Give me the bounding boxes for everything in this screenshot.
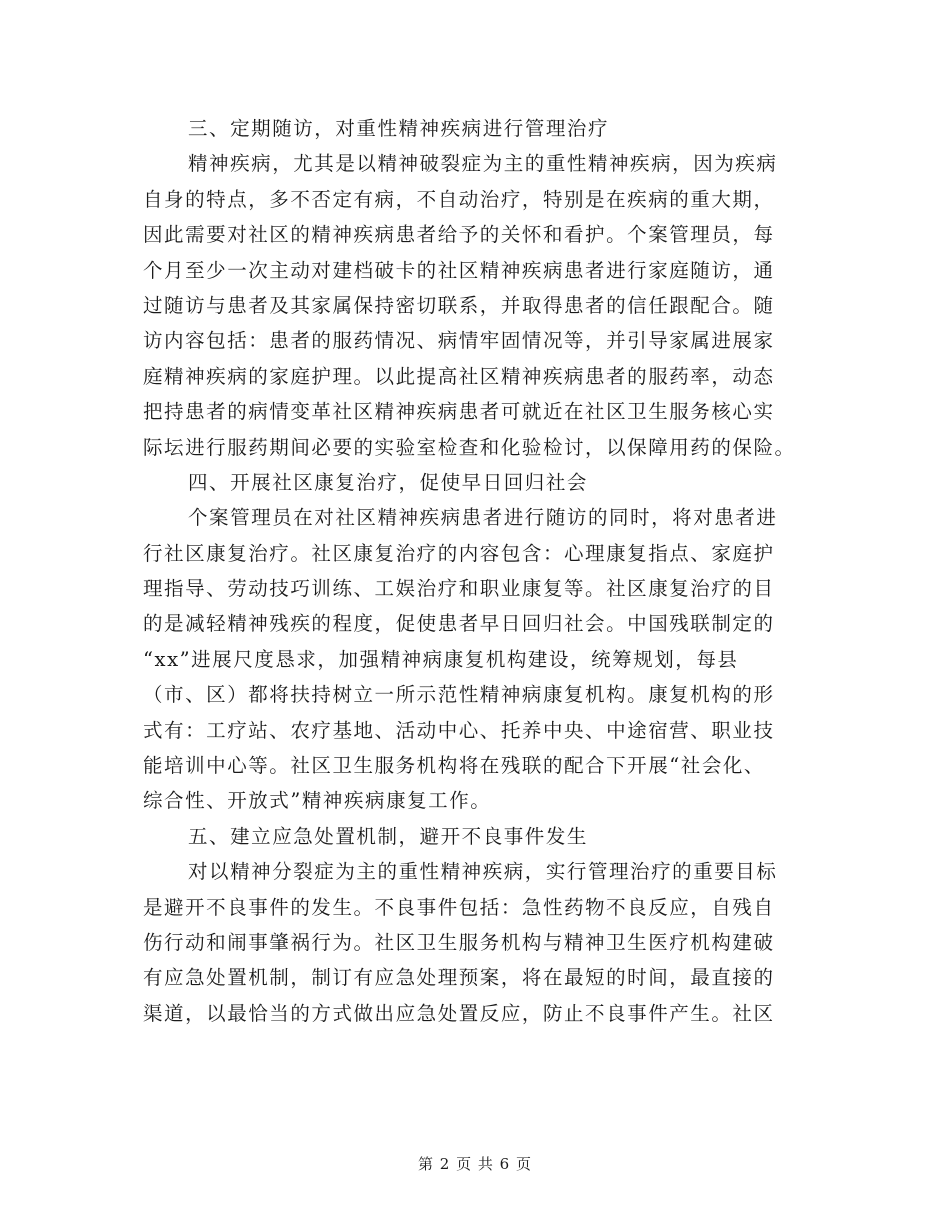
paragraph-line: “xx”进展尺度恳求，加强精神病康复机构建设，统筹规划，每县 (143, 647, 739, 671)
paragraph-line: 的是减轻精神残疾的程度，促使患者早日回归社会。中国残联制定的 (143, 612, 775, 636)
paragraph-line: 行社区康复治疗。社区康复治疗的内容包含：心理康复指点、家庭护 (143, 541, 775, 565)
paragraph-line: 个案管理员在对社区精神疾病患者进行随访的同时，将对患者进 (188, 506, 778, 530)
page-number-footer: 第 2 页 共 6 页 (418, 1155, 532, 1173)
paragraph-line: 访内容包括：患者的服药情况、病情牢固情况等，并引导家属进展家 (143, 329, 775, 353)
document-body (143, 111, 808, 1031)
paragraph-line: 理指导、劳动技巧训练、工娱治疗和职业康复等。社区康复治疗的目 (143, 577, 775, 601)
paragraph-line: 能培训中心等。社区卫生服务机构将在残联的配合下开展“社会化、 (143, 754, 765, 778)
paragraph-line: 个月至少一次主动对建档破卡的社区精神疾病患者进行家庭随访，通 (143, 258, 775, 282)
paragraph-line: 综合性、开放式”精神疾病康复工作。 (143, 789, 492, 813)
paragraph-line: 过随访与患者及其家属保持密切联系，并取得患者的信任跟配合。随 (143, 293, 775, 317)
paragraph-line: （市、区）都将扶持树立一所示范性精神病康复机构。康复机构的形 (143, 683, 775, 707)
paragraph-line: 精神疾病，尤其是以精神破裂症为主的重性精神疾病，因为疾病 (188, 152, 778, 176)
paragraph-line: 渠道，以最恰当的方式做出应急处置反应，防止不良事件产生。社区 (143, 1001, 775, 1025)
paragraph-line: 伤行动和闹事肇祸行为。社区卫生服务机构与精神卫生医疗机构建破 (143, 930, 775, 954)
paragraph-line: 际坛进行服药期间必要的实验室检查和化验检讨，以保障用药的保险。 (143, 435, 796, 459)
paragraph-line: 式有：工疗站、农疗基地、活动中心、托养中央、中途宿营、职业技 (143, 718, 775, 742)
paragraph-line: 自身的特点，多不否定有病，不自动治疗，特别是在疾病的重大期， (143, 187, 775, 211)
paragraph-line: 庭精神疾病的家庭护理。以此提高社区精神疾病患者的服药率，动态 (143, 364, 775, 388)
paragraph-line: 对以精神分裂症为主的重性精神疾病，实行管理治疗的重要目标 (188, 860, 778, 884)
paragraph-line: 因此需要对社区的精神疾病患者给予的关怀和看护。个案管理员，每 (143, 223, 775, 247)
paragraph-line: 把持患者的病情变革社区精神疾病患者可就近在社区卫生服务核心实 (143, 400, 775, 424)
section-heading-4: 四、开展社区康复治疗，促使早日回归社会 (188, 470, 588, 494)
section-heading-3: 三、定期随访，对重性精神疾病进行管理治疗 (188, 117, 610, 140)
paragraph-line: 是避开不良事件的发生。不良事件包括：急性药物不良反应，自残自 (143, 895, 775, 919)
section-heading-5: 五、建立应急处置机制，避开不良事件发生 (188, 824, 588, 848)
paragraph-line: 有应急处置机制，制订有应急处理预案，将在最短的时间，最直接的 (143, 966, 775, 990)
